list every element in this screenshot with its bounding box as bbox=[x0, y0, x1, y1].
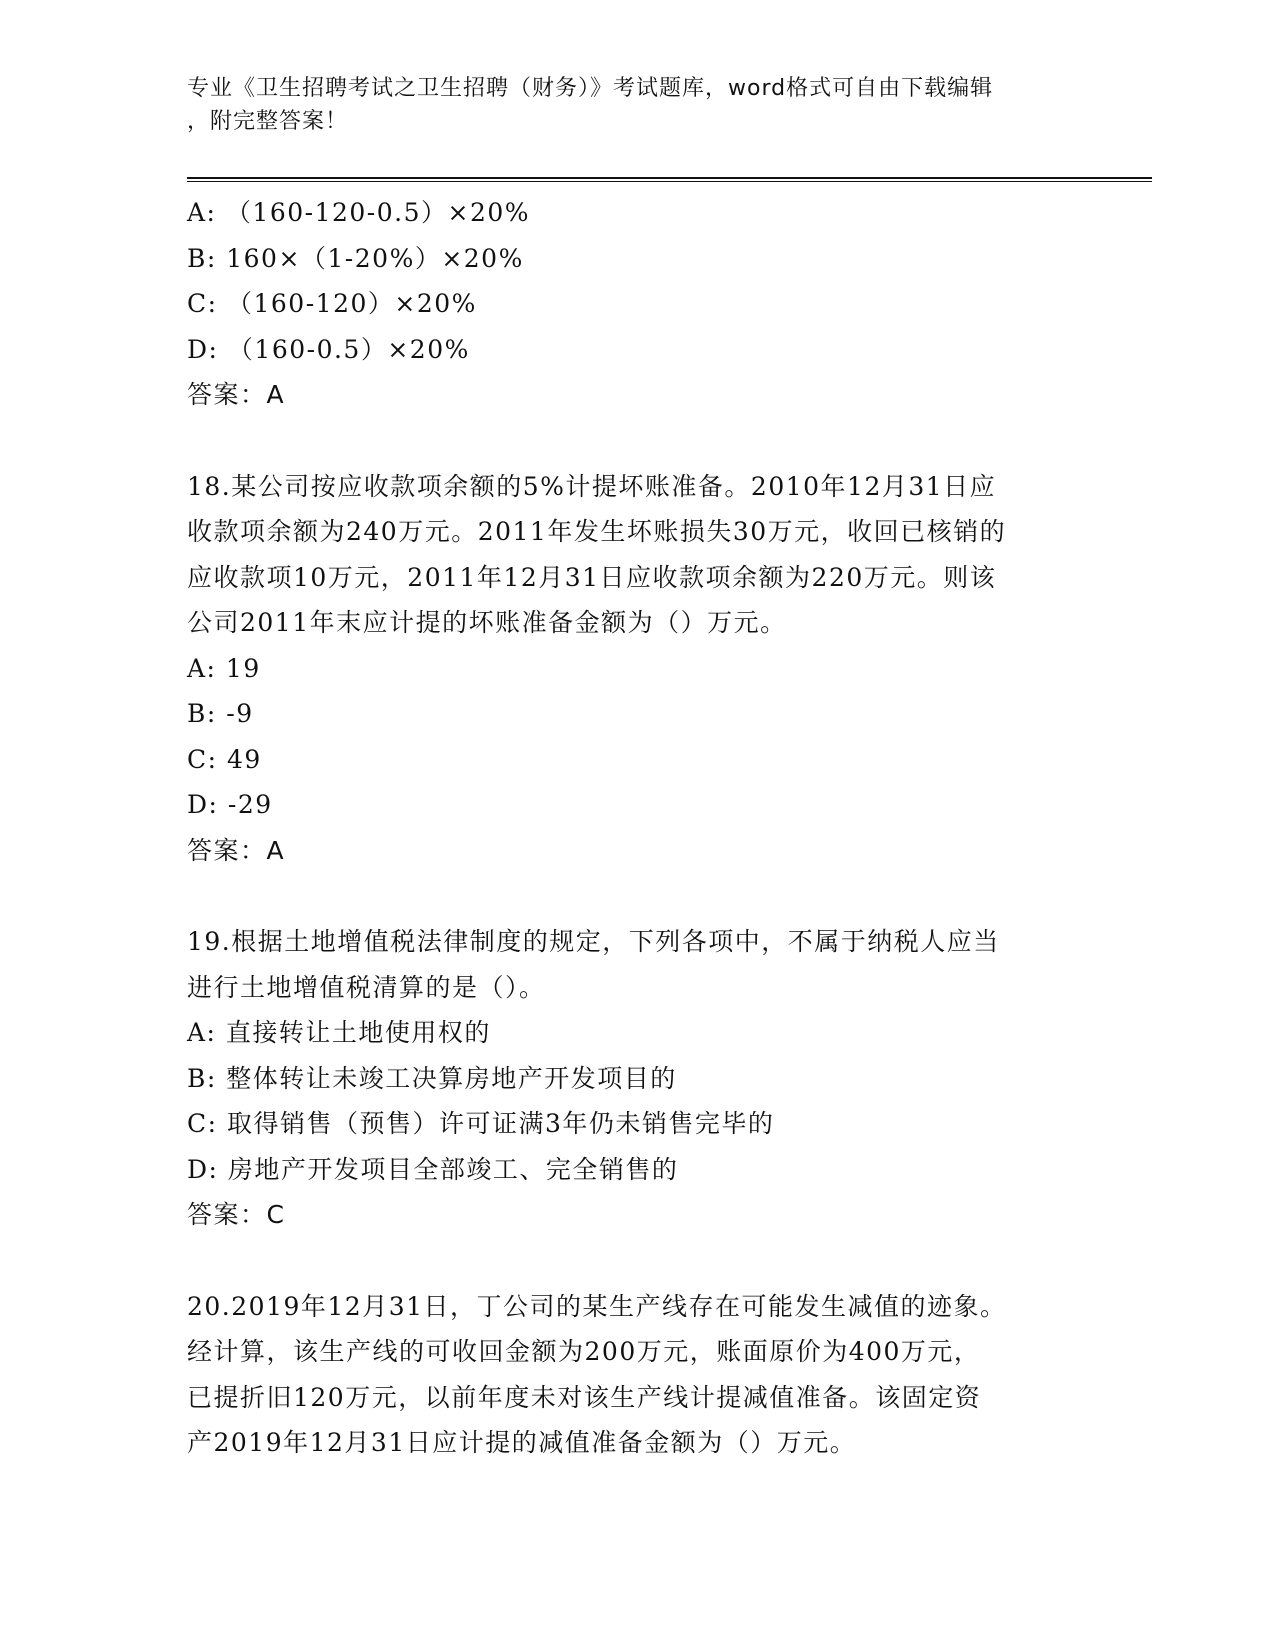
question-text-line: 20.2019年12月31日，丁公司的某生产线存在可能发生减值的迹象。 bbox=[187, 1291, 1007, 1321]
option-b: B: -9 bbox=[187, 699, 254, 728]
option-b: B: 整体转让未竣工决算房地产开发项目的 bbox=[187, 1063, 677, 1093]
question-text-line: 经计算，该生产线的可收回金额为200万元，账面原价为400万元， bbox=[187, 1337, 981, 1366]
option-c: C: 取得销售（预售）许可证满3年仍未销售完毕的 bbox=[187, 1109, 775, 1138]
question-18 bbox=[187, 464, 1087, 874]
question-text-line: 应收款项10万元，2011年12月31日应收款项余额为220万元。则该 bbox=[187, 562, 997, 592]
answer-line: 答案：C bbox=[187, 1200, 286, 1229]
question-text-line: 19.根据土地增值税法律制度的规定，下列各项中，不属于纳税人应当 bbox=[187, 927, 1000, 956]
option-a: A: （160-120-0.5）×20% bbox=[187, 198, 531, 227]
question-text-line: 已提折旧120万元，以前年度未对该生产线计提减值准备。该固定资 bbox=[187, 1382, 982, 1412]
option-a: A: 19 bbox=[187, 653, 261, 683]
spacer bbox=[187, 873, 1087, 919]
question-20 bbox=[187, 1284, 1087, 1466]
question-17 bbox=[187, 190, 1087, 418]
question-text-line: 18.某公司按应收款项余额的5%计提坏账准备。2010年12月31日应 bbox=[187, 471, 997, 501]
option-c: C: （160-120）×20% bbox=[187, 289, 477, 318]
header-line-1: 专业《卫生招聘考试之卫生招聘（财务）》考试题库，word格式可自由下载编辑 bbox=[187, 76, 994, 101]
spacer bbox=[187, 1238, 1087, 1284]
answer-line: 答案：A bbox=[187, 835, 286, 865]
question-text-line: 收款项余额为240万元。2011年发生坏账损失30万元，收回已核销的 bbox=[187, 517, 1007, 546]
spacer bbox=[187, 418, 1087, 464]
question-text-line: 公司2011年末应计提的坏账准备金额为（）万元。 bbox=[187, 608, 787, 637]
option-d: D: （160-0.5）×20% bbox=[187, 334, 470, 364]
option-c: C: 49 bbox=[187, 744, 262, 774]
option-a: A: 直接转让土地使用权的 bbox=[187, 1018, 491, 1047]
header-line-2: ，附完整答案！ bbox=[187, 109, 349, 134]
question-19 bbox=[187, 919, 1087, 1238]
option-d: D: 房地产开发项目全部竣工、完全销售的 bbox=[187, 1154, 679, 1184]
answer-line: 答案：A bbox=[187, 380, 286, 409]
page-header bbox=[187, 72, 1067, 138]
question-text-line: 进行土地增值税清算的是（）。 bbox=[187, 972, 546, 1002]
header-divider bbox=[187, 177, 1152, 179]
option-b: B: 160×（1-20%）×20% bbox=[187, 243, 524, 273]
header-divider-thin bbox=[187, 181, 1152, 182]
question-text-line: 产2019年12月31日应计提的减值准备金额为（）万元。 bbox=[187, 1428, 857, 1457]
question-content bbox=[187, 190, 1087, 1466]
option-d: D: -29 bbox=[187, 790, 273, 819]
